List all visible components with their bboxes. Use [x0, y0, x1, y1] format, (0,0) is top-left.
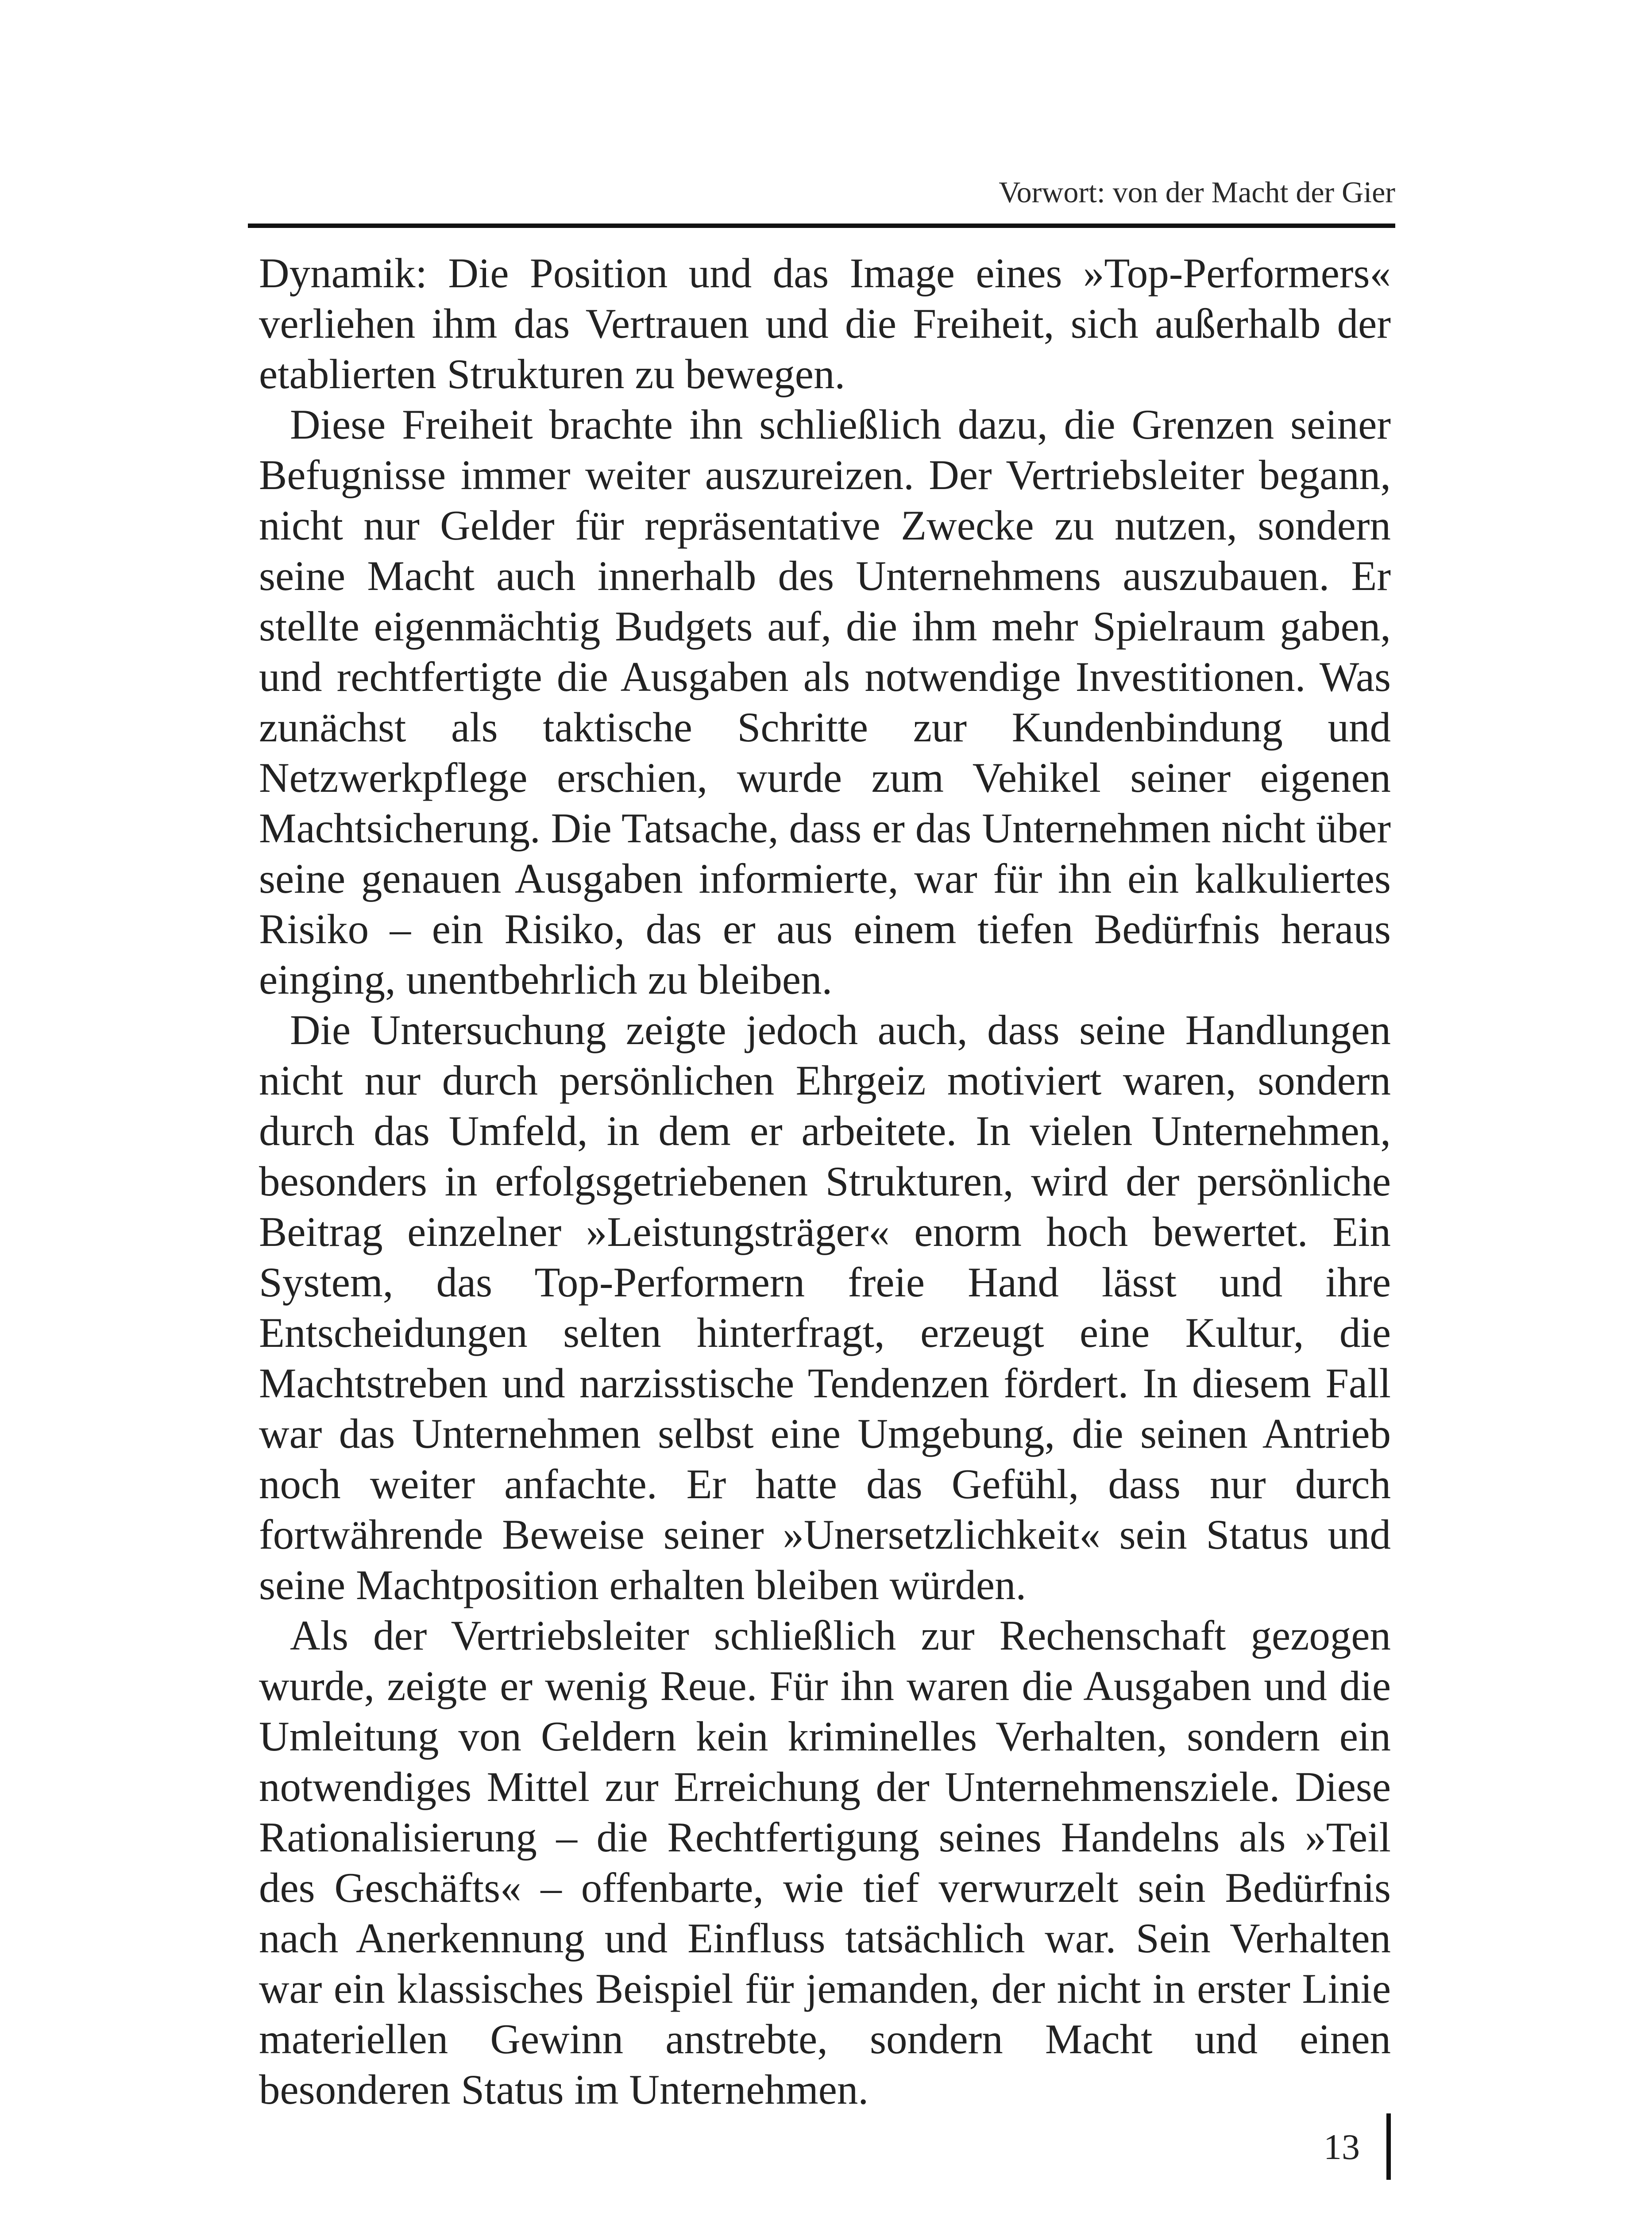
paragraph-2: Diese Freiheit brachte ihn schließlich dazu, die Grenzen seiner Befugnisse immer weiter auszureizen. Der Vertriebsleiter begann, nicht nur Gelder für repräsentative Zwecke zu nutzen, sondern seine Macht auch innerhalb des Unternehmens auszubauen. Er stellte eigenmächtig Budgets auf, die ihm mehr Spielraum gaben, und rechtfertigte die Ausgaben als notwendige Investitionen. Was zunächst als taktische Schritte zur Kundenbindung und Netzwerkpflege erschien, wurde zum Vehikel seiner eigenen Machtsicherung. Die Tatsache, dass er das Unternehmen nicht über seine genauen Ausgaben informierte, war für ihn ein kalkuliertes Risiko – ein Risiko, das er aus einem tiefen Bedürfnis heraus einging, unentbehrlich zu bleiben.: [259, 401, 1391, 1003]
body-text: [259, 248, 1391, 2115]
running-header-title: Vorwort: von der Macht der Gier: [999, 175, 1395, 209]
page-number-rule: [1386, 2113, 1391, 2180]
page-number: 13: [1324, 2127, 1360, 2167]
header-rule: [248, 224, 1395, 228]
paragraph-3: Die Untersuchung zeigte jedoch auch, dass seine Handlungen nicht nur durch persönlichen Ehrgeiz motiviert waren, sondern durch das Umfeld, in dem er arbeitete. In vielen Unternehmen, besonders in erfolgsgetriebenen Strukturen, wird der persönliche Beitrag einzelner »Leistungsträger« enorm hoch bewertet. Ein System, das Top-Performern freie Hand lässt und ihre Entscheidungen selten hinterfragt, erzeugt eine Kultur, die Machtstreben und narzisstische Tendenzen fördert. In diesem Fall war das Unternehmen selbst eine Umgebung, die seinen Antrieb noch weiter anfachte. Er hatte das Gefühl, dass nur durch fortwährende Beweise seiner »Unersetzlichkeit« sein Status und seine Machtposition erhalten bleiben würden.: [259, 1006, 1391, 1608]
paragraph-4: Als der Vertriebsleiter schließlich zur Rechenschaft gezogen wurde, zeigte er wenig Reue. Für ihn waren die Ausgaben und die Umleitung von Geldern kein kriminelles Verhalten, sondern ein notwendiges Mittel zur Erreichung der Unternehmensziele. Diese Rationalisierung – die Rechtfertigung seines Handelns als »Teil des Geschäfts« – offenbarte, wie tief verwurzelt sein Bedürfnis nach Anerkennung und Einfluss tatsächlich war. Sein Verhalten war ein klassisches Beispiel für jemanden, der nicht in erster Linie materiellen Gewinn anstrebte, sondern Macht und einen besonderen Status im Unternehmen.: [259, 1612, 1391, 2113]
paragraph-1: Dynamik: Die Position und das Image eines »Top-Performers« verliehen ihm das Vertrauen und die Freiheit, sich außerhalb der etablierten Strukturen zu bewegen.: [259, 250, 1391, 397]
